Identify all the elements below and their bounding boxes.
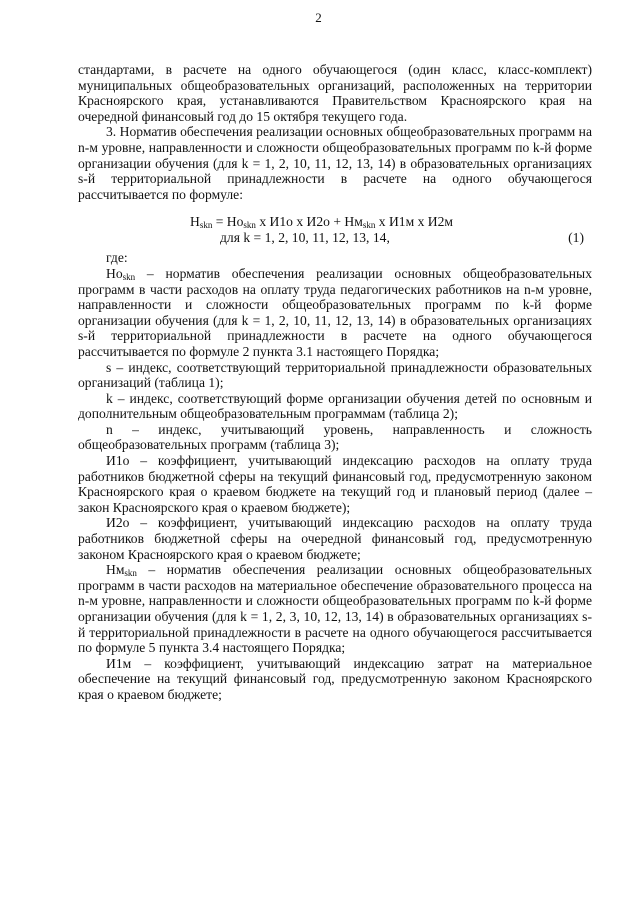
where-label: где: bbox=[106, 250, 128, 266]
definition-i1o: И1о – коэффициент, учитывающий индексацию расходов на оплату труда работников бюджетной сферы на текущий финансовый год, предусмотренную законом Красноярского края о краевом бюджете на текущий год и плановый период (далее – закон Красноярского края о краевом бюджете); bbox=[78, 453, 592, 515]
definition-hm-text: – норматив обеспечения реализации основных общеобразовательных программ в части расходов на материальное обеспечение образовательного процесса на n-м уровне, направленности и сложности общеобразовательных программ по k-й форме организации обучения (для k = 1, 2, 3, 10, 12, 13, 14) в образовательных организациях s-й территориальной принадлежности в расчете на одного обучающегося рассчитывается по формуле 5 пункта 3.4 настоящего Порядка; bbox=[78, 562, 592, 656]
formula-line-2: для k = 1, 2, 10, 11, 12, 13, 14, bbox=[220, 230, 390, 246]
paragraph-intro: стандартами, в расчете на одного обучающегося (один класс, класс-комплект) муниципальных общеобразовательных организаций, расположенных на территории Красноярского края, устанавливаются Правительством Красноярского края на очередной финансовый год до 15 октября текущего года. bbox=[78, 62, 592, 124]
formula-1 bbox=[78, 214, 592, 246]
definition-i1m: И1м – коэффициент, учитывающий индексацию затрат на материальное обеспечение на текущий финансовый год, предусмотренную законом Красноярского края о краевом бюджете; bbox=[78, 655, 592, 702]
definition-s: s – индекс, соответствующий территориальной принадлежности образовательных организаций (таблица 1); bbox=[78, 359, 592, 391]
formula-part-b: = Но bbox=[212, 214, 244, 230]
formula-part-d: х И1м х И2м bbox=[375, 214, 453, 230]
formula-number: (1) bbox=[568, 230, 584, 246]
formula-sub-3: skn bbox=[362, 220, 376, 231]
paragraph-3: 3. Норматив обеспечения реализации основных общеобразовательных программ на n-м уровне, направленности и сложности общеобразовательных программ по k-й форме организации обучения (для k = 1, 2, 10, 11, 12, 13, 14) в образовательных организациях s-й территориальной принадлежности в расчете на одного обучающегося рассчитывается по формуле: bbox=[78, 124, 592, 202]
definition-hm-sub: skn bbox=[124, 568, 137, 579]
definition-ho-sub: skn bbox=[122, 271, 136, 282]
definition-ho-text: – норматив обеспечения реализации основных общеобразовательных программ в части расходов на оплату труда педагогических работников на n-м уровне, направленности и сложности общеобразовательных программ по k-й форме организации обучения (для k = 1, 2, 10, 11, 12, 13, 14) в образовательных организациях s-й территориальной принадлежности в расчете на одного обучающегося рассчитывается по формуле 2 пункта 3.1 настоящего Порядка; bbox=[78, 265, 592, 359]
definition-ho bbox=[78, 266, 592, 360]
definition-k: k – индекс, соответствующий форме организации обучения детей по основным и дополнительным общеобразовательным программам (таблица 2); bbox=[78, 390, 592, 422]
definition-i2o: И2о – коэффициент, учитывающий индексацию расходов на оплату труда работников бюджетной сферы на очередной финансовый год, предусмотренную законом Красноярского края о краевом бюджете; bbox=[78, 515, 592, 562]
formula-line-1 bbox=[78, 214, 592, 230]
page-number: 2 bbox=[315, 10, 322, 25]
formula-part-a: Н bbox=[190, 214, 200, 230]
document-body bbox=[78, 62, 592, 703]
formula-sub-1: skn bbox=[199, 220, 213, 231]
definition-hm bbox=[78, 562, 592, 656]
definition-hm-term: Нм bbox=[106, 562, 125, 578]
formula-sub-2: skn bbox=[243, 220, 256, 231]
definition-n: n – индекс, учитывающий уровень, направленность и сложность общеобразовательных программ (таблица 3); bbox=[78, 421, 592, 453]
definition-ho-term: Но bbox=[106, 265, 123, 281]
formula-part-c: х И1о х И2о + Нм bbox=[255, 214, 363, 230]
